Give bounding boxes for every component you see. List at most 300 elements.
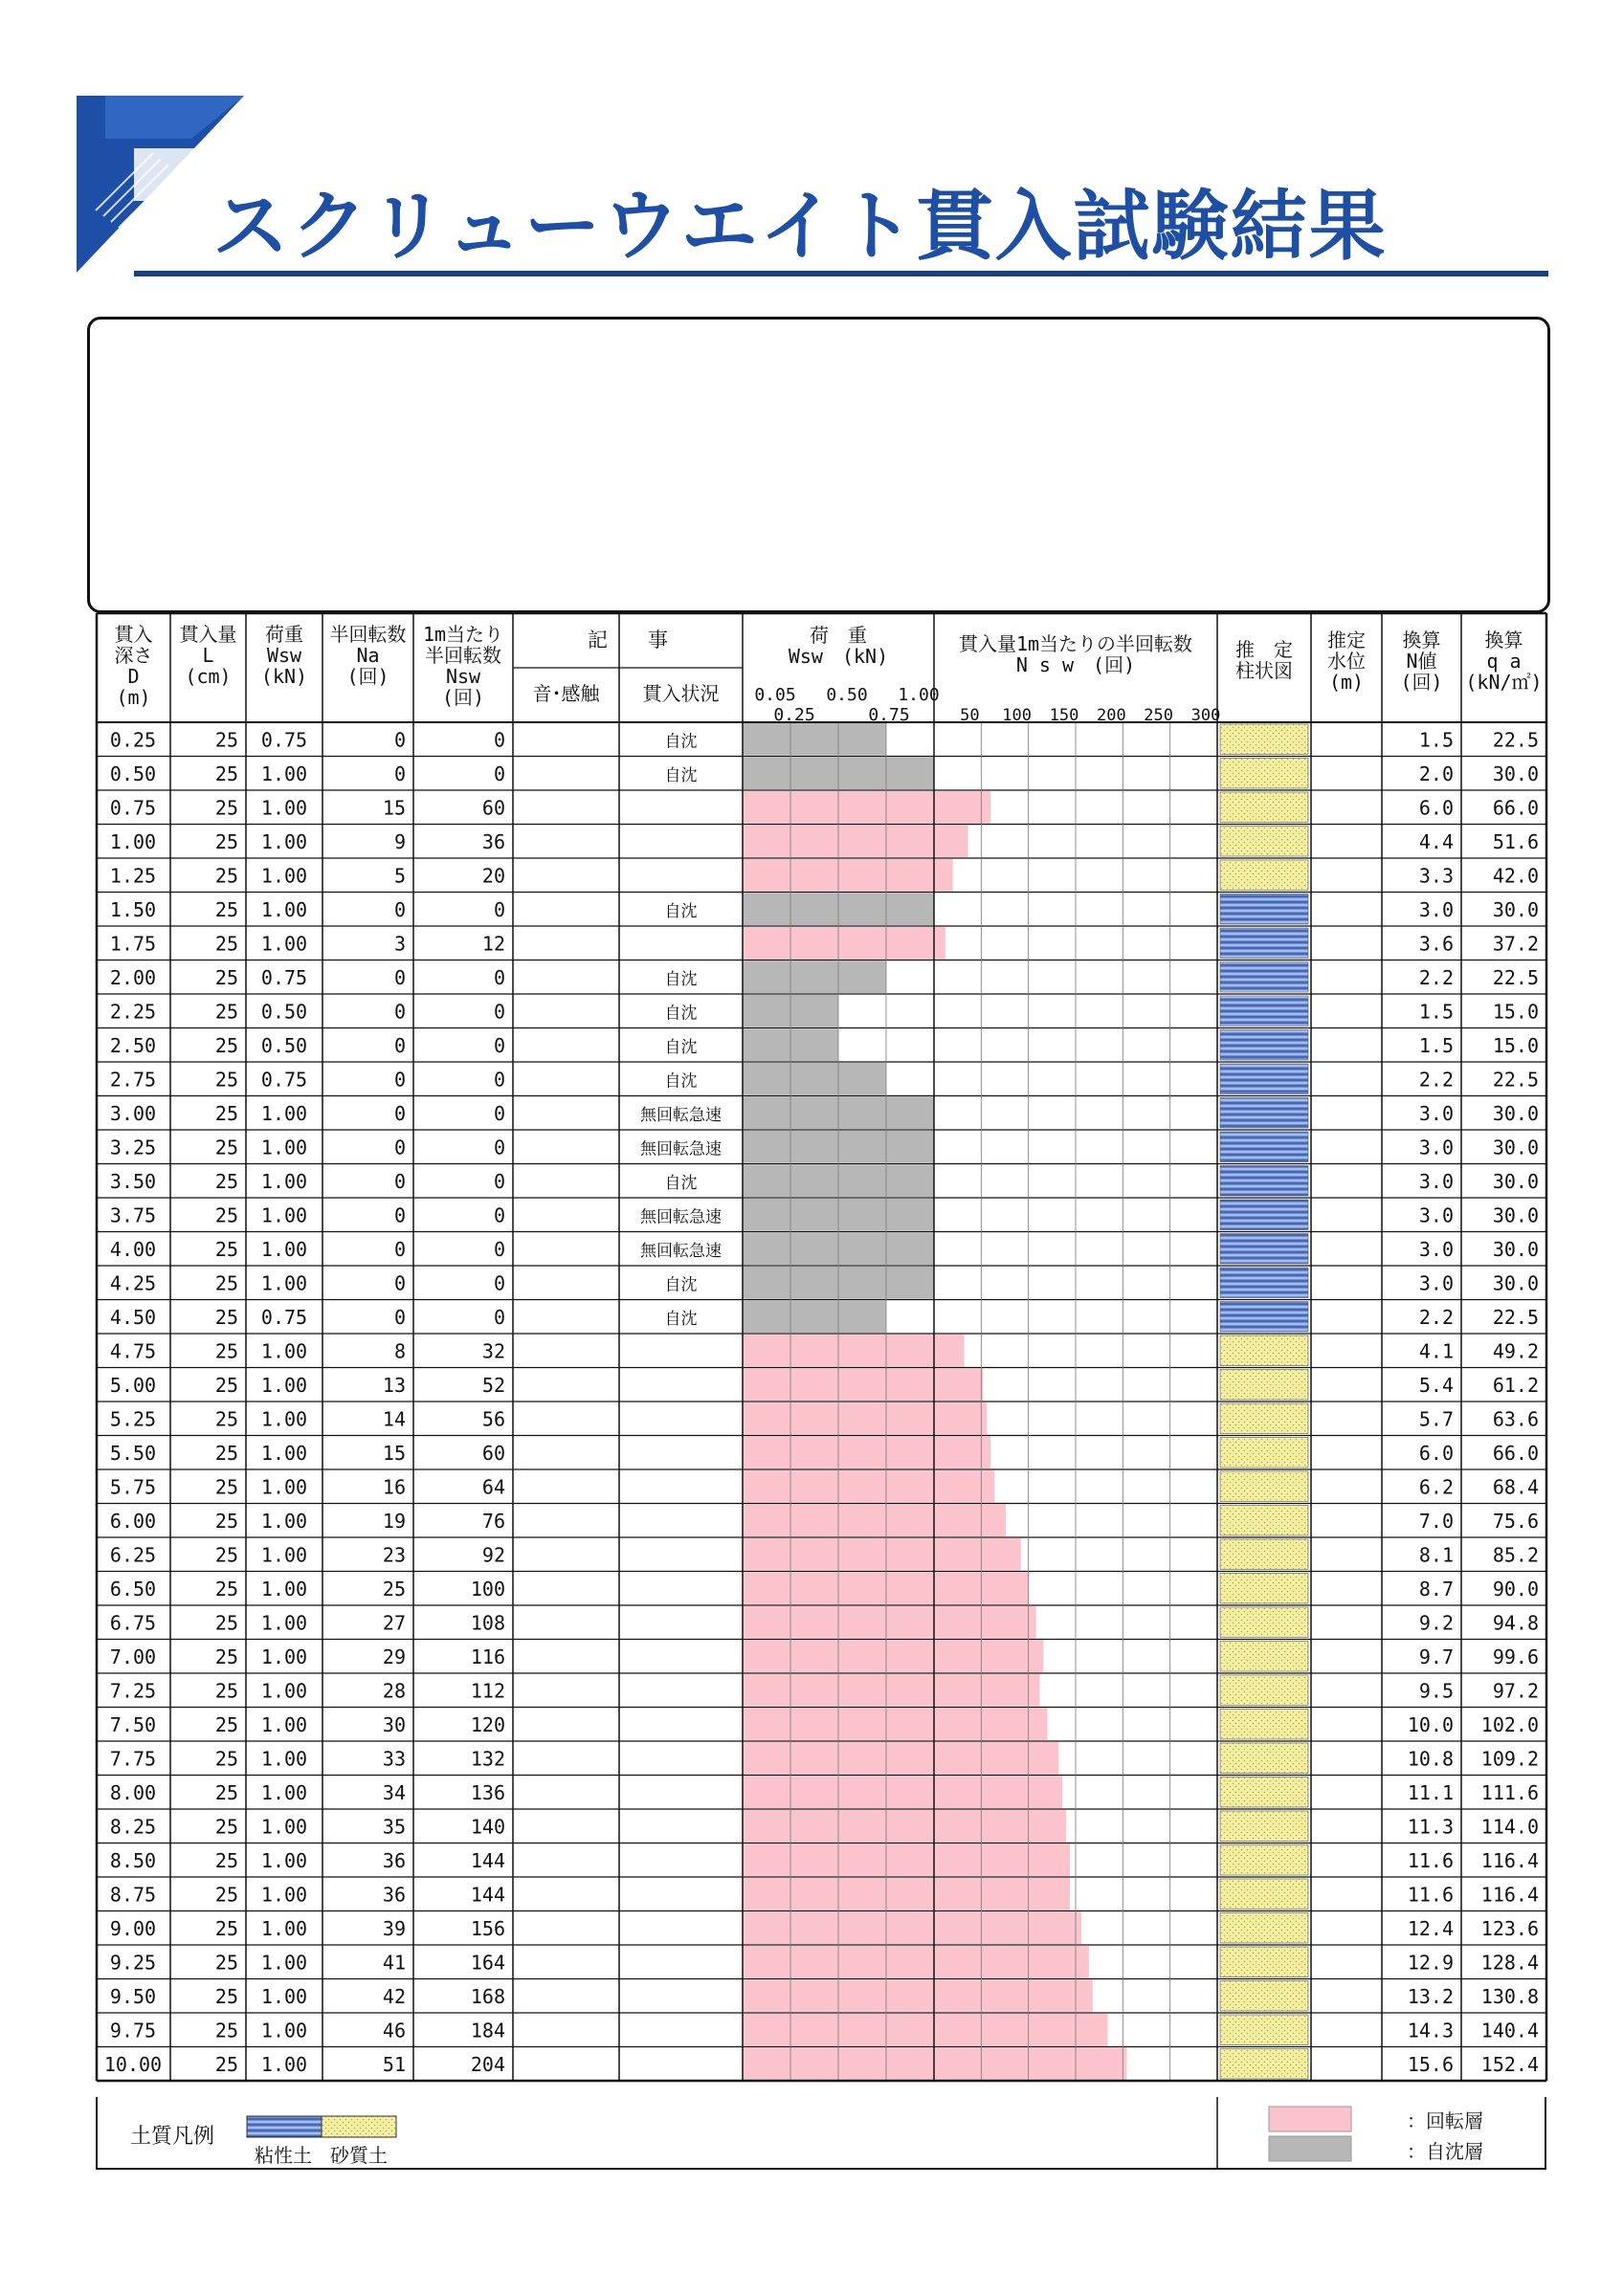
load-value: 1.00 xyxy=(260,1713,308,1737)
qa-value: 109.2 xyxy=(1480,1747,1539,1771)
half-rotation-value: 8 xyxy=(393,1339,406,1363)
load-value: 1.00 xyxy=(260,2053,308,2077)
depth-value: 7.25 xyxy=(109,1679,157,1703)
length-value: 25 xyxy=(214,1000,238,1024)
sand-soil-cell xyxy=(1220,1438,1308,1468)
clay-soil-cell xyxy=(1220,1234,1308,1265)
nsw-bar xyxy=(934,1335,965,1367)
clay-soil-cell xyxy=(1220,928,1308,959)
n-value: 11.1 xyxy=(1407,1781,1454,1805)
n-value: 2.2 xyxy=(1418,1068,1454,1092)
qa-value: 123.6 xyxy=(1480,1917,1539,1941)
penetration-state: 無回転急速 xyxy=(640,1139,722,1159)
nsw-bar xyxy=(934,1402,987,1435)
penetration-state: 自沈 xyxy=(664,732,698,752)
table-row xyxy=(97,1946,1546,1979)
depth-value: 3.50 xyxy=(109,1170,157,1194)
penetration-state: 自沈 xyxy=(664,1174,698,1194)
clay-soil-cell xyxy=(1220,1302,1308,1333)
depth-value: 4.00 xyxy=(109,1238,157,1262)
sand-legend-label: 砂質土 xyxy=(330,2144,388,2167)
depth-value: 3.25 xyxy=(109,1136,157,1159)
table-row xyxy=(97,1131,1546,1164)
length-value: 25 xyxy=(214,1203,238,1227)
depth-value: 6.00 xyxy=(109,1510,157,1534)
load-value: 1.00 xyxy=(260,1917,308,1941)
n-value: 4.1 xyxy=(1418,1339,1454,1363)
table-row xyxy=(97,927,1546,960)
depth-value: 10.00 xyxy=(103,2053,163,2077)
qa-value: 30.0 xyxy=(1492,1170,1539,1194)
nsw-value: 20 xyxy=(481,864,505,888)
table-row xyxy=(97,2014,1546,2047)
half-rotation-value: 19 xyxy=(382,1510,406,1534)
sand-soil-cell xyxy=(1220,1642,1308,1672)
nsw-bar xyxy=(934,927,945,960)
depth-value: 9.25 xyxy=(109,1951,157,1975)
load-value: 1.00 xyxy=(260,830,308,854)
nsw-header: 1m当たり xyxy=(422,623,504,646)
nsw-bar xyxy=(934,1912,1081,1945)
depth-value: 5.00 xyxy=(109,1374,157,1398)
depth-value: 9.50 xyxy=(109,1985,157,2009)
qa-value: 51.6 xyxy=(1492,830,1539,854)
sand-soil-cell xyxy=(1220,1811,1308,1842)
table-row xyxy=(97,1267,1546,1300)
half-rotation-header: Na xyxy=(356,644,380,667)
n-value: 9.5 xyxy=(1418,1679,1454,1703)
qa-value: 49.2 xyxy=(1492,1339,1539,1363)
remarks-header: 記 事 xyxy=(588,629,668,651)
penetration-state: 自沈 xyxy=(664,902,698,922)
load-value: 1.00 xyxy=(260,1849,308,1873)
clay-soil-cell xyxy=(1220,1030,1308,1061)
nsw-value: 112 xyxy=(470,1679,505,1703)
length-value: 25 xyxy=(214,1815,238,1839)
half-rotation-value: 15 xyxy=(382,796,406,820)
length-value: 25 xyxy=(214,1407,238,1431)
nsw-bar xyxy=(934,1777,1062,1809)
nsw-value: 12 xyxy=(481,932,505,956)
half-rotation-value: 23 xyxy=(382,1543,406,1567)
sand-soil-cell xyxy=(1220,1471,1308,1502)
nsw-value: 0 xyxy=(493,1203,505,1227)
nsw-tick-label: 250 xyxy=(1144,706,1174,725)
clay-soil-cell xyxy=(1220,962,1308,993)
half-rotation-value: 42 xyxy=(382,1985,406,2009)
load-value: 1.00 xyxy=(260,1374,308,1398)
n-value: 14.3 xyxy=(1407,2019,1454,2042)
nsw-bar xyxy=(934,1369,983,1402)
n-value: 3.3 xyxy=(1418,864,1454,888)
load-value: 1.00 xyxy=(260,796,308,820)
nsw-value: 0 xyxy=(493,762,505,786)
n-value: 4.4 xyxy=(1418,830,1454,854)
penetration-state: 自沈 xyxy=(664,1038,698,1058)
nsw-value: 56 xyxy=(481,1407,505,1431)
table-row xyxy=(97,1573,1546,1606)
depth-value: 8.25 xyxy=(109,1815,157,1839)
nsw-value: 144 xyxy=(470,1883,505,1907)
table-row xyxy=(97,1369,1546,1402)
nsw-value: 32 xyxy=(481,1339,505,1363)
load-chart-header: 荷 重 xyxy=(810,624,867,647)
nsw-tick-label: 50 xyxy=(960,706,980,725)
self-sink-legend-label: ：自沈層 xyxy=(1407,2140,1483,2163)
nsw-bar xyxy=(934,2048,1126,2081)
clay-legend-label: 粘性土 xyxy=(255,2144,312,2167)
qa-value: 30.0 xyxy=(1492,762,1539,786)
sand-soil-cell xyxy=(1220,1845,1308,1876)
table-row xyxy=(97,826,1546,859)
n-value: 8.1 xyxy=(1418,1543,1454,1567)
half-rotation-value: 5 xyxy=(393,864,406,888)
nsw-header: (回) xyxy=(441,686,485,709)
qa-value: 114.0 xyxy=(1480,1815,1539,1839)
nsw-value: 0 xyxy=(493,1136,505,1159)
state-header: 貫入状況 xyxy=(642,682,720,705)
length-value: 25 xyxy=(214,1679,238,1703)
load-tick-label: 1.00 xyxy=(898,685,940,705)
nsw-value: 0 xyxy=(493,1102,505,1126)
nsw-value: 64 xyxy=(481,1475,505,1499)
depth-header: 貫入 xyxy=(114,623,153,646)
qa-value: 102.0 xyxy=(1480,1713,1539,1737)
clay-soil-cell xyxy=(1220,1132,1308,1162)
nsw-value: 60 xyxy=(481,796,505,820)
load-value: 1.00 xyxy=(260,1951,308,1975)
load-value: 1.00 xyxy=(260,1747,308,1771)
load-value: 1.00 xyxy=(260,1510,308,1534)
sand-soil-cell xyxy=(1220,1574,1308,1604)
depth-value: 4.50 xyxy=(109,1306,157,1330)
qa-value: 22.5 xyxy=(1492,1068,1539,1092)
legend-title: 土質凡例 xyxy=(129,2125,215,2149)
n-value: 10.0 xyxy=(1407,1713,1454,1737)
half-rotation-value: 51 xyxy=(382,2053,406,2077)
nsw-bar xyxy=(934,1878,1070,1910)
table-row xyxy=(97,1606,1546,1640)
half-rotation-value: 46 xyxy=(382,2019,406,2042)
half-rotation-value: 3 xyxy=(393,932,406,956)
table-row xyxy=(97,723,1546,757)
table-row xyxy=(97,791,1546,825)
table-row xyxy=(97,1709,1546,1742)
half-rotation-value: 0 xyxy=(393,1203,406,1227)
length-value: 25 xyxy=(214,966,238,990)
n-value: 6.2 xyxy=(1418,1475,1454,1499)
qa-value: 30.0 xyxy=(1492,1136,1539,1159)
n-value: 3.0 xyxy=(1418,1102,1454,1126)
sand-soil-cell xyxy=(1220,860,1308,891)
length-value: 25 xyxy=(214,1985,238,2009)
depth-value: 3.00 xyxy=(109,1102,157,1126)
penetration-state: 自沈 xyxy=(664,1071,698,1092)
n-value: 2.2 xyxy=(1418,1306,1454,1330)
table-row xyxy=(97,1470,1546,1504)
table-row xyxy=(97,1912,1546,1946)
n-value: 1.5 xyxy=(1418,728,1454,752)
nsw-value: 140 xyxy=(470,1815,505,1839)
load-value: 1.00 xyxy=(260,1339,308,1363)
n-value: 11.6 xyxy=(1407,1849,1454,1873)
sand-soil-cell xyxy=(1220,759,1308,789)
half-rotation-value: 39 xyxy=(382,1917,406,1941)
length-value: 25 xyxy=(214,2053,238,2077)
qa-value: 30.0 xyxy=(1492,1203,1539,1227)
sand-soil-cell xyxy=(1220,1370,1308,1401)
table-row xyxy=(97,1674,1546,1708)
nsw-bar xyxy=(934,1709,1047,1741)
column-header: 柱状図 xyxy=(1235,659,1293,682)
half-rotation-value: 33 xyxy=(382,1747,406,1771)
table-row xyxy=(97,1097,1546,1131)
qa-value: 63.6 xyxy=(1492,1407,1539,1431)
n-value: 9.7 xyxy=(1418,1645,1454,1669)
length-value: 25 xyxy=(214,1747,238,1771)
nsw-value: 0 xyxy=(493,898,505,922)
half-rotation-value: 28 xyxy=(382,1679,406,1703)
depth-value: 2.00 xyxy=(109,966,157,990)
length-value: 25 xyxy=(214,1068,238,1092)
length-header: L xyxy=(202,644,214,667)
water-level-header: (m) xyxy=(1328,671,1365,694)
depth-value: 6.50 xyxy=(109,1578,157,1601)
depth-value: 0.75 xyxy=(109,796,157,820)
depth-value: 2.75 xyxy=(109,1068,157,1092)
load-value: 1.00 xyxy=(260,1238,308,1262)
length-value: 25 xyxy=(214,1917,238,1941)
depth-value: 5.75 xyxy=(109,1475,157,1499)
water-level-header: 水位 xyxy=(1327,650,1366,673)
depth-value: 6.75 xyxy=(109,1611,157,1635)
self-sink-load-bar xyxy=(743,1063,886,1095)
nsw-value: 92 xyxy=(481,1543,505,1567)
load-value: 1.00 xyxy=(260,1645,308,1669)
half-rotation-value: 0 xyxy=(393,966,406,990)
nsw-bar xyxy=(934,1742,1058,1775)
qa-value: 22.5 xyxy=(1492,1306,1539,1330)
nsw-value: 156 xyxy=(470,1917,505,1941)
load-value: 1.00 xyxy=(260,1102,308,1126)
qa-value: 152.4 xyxy=(1480,2053,1539,2077)
sand-soil-cell xyxy=(1220,1506,1308,1536)
nsw-value: 36 xyxy=(481,830,505,854)
load-value: 1.00 xyxy=(260,1543,308,1567)
nsw-value: 116 xyxy=(470,1645,505,1669)
load-value: 1.00 xyxy=(260,1203,308,1227)
qa-value: 97.2 xyxy=(1492,1679,1539,1703)
nsw-value: 204 xyxy=(470,2053,505,2077)
nsw-tick-label: 150 xyxy=(1049,706,1079,725)
n-value: 10.8 xyxy=(1407,1747,1454,1771)
load-tick-label: 0.50 xyxy=(826,685,868,705)
load-chart-header: Wsw (kN) xyxy=(788,645,889,668)
depth-header: D xyxy=(127,665,140,688)
load-tick-label: 0.05 xyxy=(754,685,796,705)
half-rotation-value: 36 xyxy=(382,1849,406,1873)
nsw-bar xyxy=(934,1470,994,1503)
load-value: 1.00 xyxy=(260,1136,308,1159)
table-row xyxy=(97,2048,1546,2082)
sand-soil-cell xyxy=(1220,2015,1308,2045)
sand-soil-cell xyxy=(1220,1879,1308,1910)
nsw-value: 168 xyxy=(470,1985,505,2009)
nsw-value: 100 xyxy=(470,1578,505,1601)
n-value: 2.0 xyxy=(1418,762,1454,786)
nsw-bar xyxy=(934,1980,1093,2013)
depth-header: 深さ xyxy=(114,644,153,667)
table-row xyxy=(97,1029,1546,1063)
qa-value: 66.0 xyxy=(1492,796,1539,820)
nsw-value: 76 xyxy=(481,1510,505,1534)
load-value: 1.00 xyxy=(260,1475,308,1499)
half-rotation-value: 0 xyxy=(393,1000,406,1024)
qa-value: 75.6 xyxy=(1492,1510,1539,1534)
length-value: 25 xyxy=(214,796,238,820)
nsw-bar xyxy=(934,1641,1043,1673)
half-rotation-value: 0 xyxy=(393,1306,406,1330)
nsw-value: 136 xyxy=(470,1781,505,1805)
load-value: 1.00 xyxy=(260,1442,308,1466)
load-value: 0.75 xyxy=(260,728,308,752)
nsw-value: 184 xyxy=(470,2019,505,2042)
load-value: 0.75 xyxy=(260,1306,308,1330)
sand-soil-cell xyxy=(1220,1981,1308,2012)
nsw-header: 半回転数 xyxy=(425,644,501,667)
depth-value: 6.25 xyxy=(109,1543,157,1567)
length-value: 25 xyxy=(214,1238,238,1262)
load-header: (kN) xyxy=(260,665,308,688)
water-level-header: 推定 xyxy=(1327,629,1366,651)
load-value: 1.00 xyxy=(260,898,308,922)
load-value: 1.00 xyxy=(260,864,308,888)
depth-value: 4.25 xyxy=(109,1271,157,1295)
qa-value: 30.0 xyxy=(1492,1271,1539,1295)
nsw-value: 132 xyxy=(470,1747,505,1771)
nsw-value: 0 xyxy=(493,1271,505,1295)
length-value: 25 xyxy=(214,1136,238,1159)
length-value: 25 xyxy=(214,932,238,956)
half-rotation-value: 34 xyxy=(382,1781,406,1805)
qa-value: 61.2 xyxy=(1492,1374,1539,1398)
length-header: (cm) xyxy=(185,665,232,688)
load-value: 1.00 xyxy=(260,1271,308,1295)
table-row xyxy=(97,1538,1546,1572)
nsw-tick-label: 100 xyxy=(1002,706,1033,725)
depth-value: 0.25 xyxy=(109,728,157,752)
half-rotation-value: 14 xyxy=(382,1407,406,1431)
half-rotation-value: 16 xyxy=(382,1475,406,1499)
length-value: 25 xyxy=(214,1578,238,1601)
clay-soil-cell xyxy=(1220,1166,1308,1197)
n-value: 11.3 xyxy=(1407,1815,1454,1839)
n-value: 8.7 xyxy=(1418,1578,1454,1601)
half-rotation-header: (回) xyxy=(346,665,389,688)
qa-value: 111.6 xyxy=(1480,1781,1539,1805)
nsw-header: Nsw xyxy=(445,665,481,688)
length-value: 25 xyxy=(214,1271,238,1295)
half-rotation-value: 35 xyxy=(382,1815,406,1839)
table-row xyxy=(97,859,1546,893)
load-value: 1.00 xyxy=(260,1815,308,1839)
half-rotation-value: 29 xyxy=(382,1645,406,1669)
length-value: 25 xyxy=(214,2019,238,2042)
n-value-header: 換算 xyxy=(1402,629,1441,651)
depth-value: 3.75 xyxy=(109,1203,157,1227)
load-header: 荷重 xyxy=(265,623,303,646)
qa-value: 90.0 xyxy=(1492,1578,1539,1601)
depth-value: 2.25 xyxy=(109,1000,157,1024)
half-rotation-value: 25 xyxy=(382,1578,406,1601)
table-row xyxy=(97,1878,1546,1911)
n-value: 1.5 xyxy=(1418,1000,1454,1024)
sand-soil-cell xyxy=(1220,2049,1308,2080)
nsw-bar xyxy=(934,1505,1006,1537)
sand-soil-cell xyxy=(1220,1403,1308,1434)
table-row xyxy=(97,1335,1546,1368)
n-value-header: N値 xyxy=(1406,650,1437,673)
load-header: Wsw xyxy=(266,644,302,667)
nsw-bar xyxy=(934,2014,1108,2046)
legend-box xyxy=(96,2097,1546,2170)
depth-value: 1.50 xyxy=(109,898,157,922)
half-rotation-value: 15 xyxy=(382,1442,406,1466)
load-value: 1.00 xyxy=(260,762,308,786)
nsw-value: 0 xyxy=(493,1034,505,1058)
nsw-bar xyxy=(934,1844,1070,1877)
half-rotation-value: 0 xyxy=(393,762,406,786)
table-row xyxy=(97,1641,1546,1674)
sand-soil-cell xyxy=(1220,1710,1308,1740)
half-rotation-header: 半回転数 xyxy=(329,623,407,646)
nsw-value: 0 xyxy=(493,1306,505,1330)
length-value: 25 xyxy=(214,1510,238,1534)
load-value: 1.00 xyxy=(260,1611,308,1635)
table-row xyxy=(97,1505,1546,1538)
qa-value: 99.6 xyxy=(1492,1645,1539,1669)
nsw-bar xyxy=(934,1437,990,1469)
n-value: 12.4 xyxy=(1407,1917,1454,1941)
qa-value: 85.2 xyxy=(1492,1543,1539,1567)
table-row xyxy=(97,1810,1546,1843)
nsw-value: 0 xyxy=(493,1170,505,1194)
column-header: 推 定 xyxy=(1235,638,1293,661)
depth-header: (m) xyxy=(116,686,151,709)
n-value: 2.2 xyxy=(1418,966,1454,990)
n-value: 3.0 xyxy=(1418,1238,1454,1262)
table-row xyxy=(97,1980,1546,2014)
penetration-state: 無回転急速 xyxy=(640,1207,722,1227)
qa-value: 128.4 xyxy=(1480,1951,1539,1975)
nsw-value: 0 xyxy=(493,728,505,752)
nsw-bar xyxy=(934,1946,1089,1978)
qa-value: 22.5 xyxy=(1492,966,1539,990)
depth-value: 4.75 xyxy=(109,1339,157,1363)
qa-value: 30.0 xyxy=(1492,898,1539,922)
self-sink-load-bar xyxy=(743,961,886,994)
qa-value: 68.4 xyxy=(1492,1475,1539,1499)
half-rotation-value: 0 xyxy=(393,1238,406,1262)
sand-soil-cell xyxy=(1220,1539,1308,1570)
table-row xyxy=(97,1402,1546,1436)
length-value: 25 xyxy=(214,1883,238,1907)
load-value: 0.50 xyxy=(260,1000,308,1024)
n-value: 7.0 xyxy=(1418,1510,1454,1534)
half-rotation-value: 30 xyxy=(382,1713,406,1737)
length-value: 25 xyxy=(214,1442,238,1466)
clay-soil-cell xyxy=(1220,1200,1308,1230)
